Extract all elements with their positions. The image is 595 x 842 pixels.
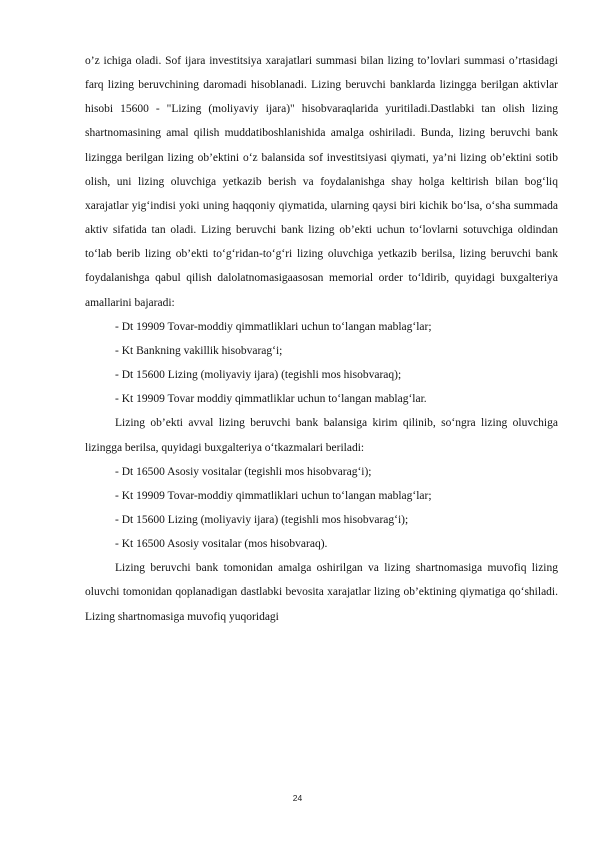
accounting-entry-1-4: - Kt 19909 Tovar moddiy qimmatliklar uchun to‘langan mablag‘lar. xyxy=(115,393,427,406)
accounting-entry-2-2: - Kt 19909 Tovar-moddiy qimmatliklari uchun to‘langan mablag‘lar; xyxy=(115,489,432,502)
accounting-entry-1-1: - Dt 19909 Tovar-moddiy qimmatliklari uchun to‘langan mablag‘lar; xyxy=(115,320,432,333)
accounting-entry-2-3: - Dt 15600 Lizing (moliyaviy ijara) (tegishli mos hisobvarag‘i); xyxy=(115,513,409,526)
accounting-entry-2-4: - Kt 16500 Asosiy vositalar (mos hisobvaraq). xyxy=(115,538,328,551)
accounting-entry-2-1: - Dt 16500 Asosiy vositalar (tegishli mos hisobvarag‘i); xyxy=(115,465,372,478)
page-number: 24 xyxy=(292,793,303,803)
body-paragraph-1: o’z ichiga oladi. Sof ijara investitsiya xarajatlari summasi bilan lizing to’lovlari summasi o’rtasidagi farq lizing beruvchining daromadi hisoblanadi. Lizing beruvchi banklarda lizingga berilgan aktivlar hisobi 15600 - "Lizing (moliyaviy ijara)" hisobvaraqlarida yuritiladi.Dastlabki tan olish lizing shartnomasining amal qilish muddatiboshlanishida amalga oshiriladi. Bunda, lizing beruvchi bank lizingga berilgan lizing ob’ektini o‘z balansida sof investitsiyasi qiymati, ya’ni lizing ob’ektini sotib olish, uni lizing oluvchiga yetkazib berish va foydalanishga shay holga keltirish bilan bog‘liq xarajatlar yig‘indisi yoki uning haqqoniy qiymatida, ularning qaysi biri kichik bo‘lsa, o‘sha summada aktiv sifatida tan oladi. Lizing beruvchi bank lizing ob’ekti uchun to‘lovlarni sotuvchiga oldindan to‘lab berib lizing ob’ekti to‘g‘ridan-to‘g‘ri lizing oluvchiga yetkazib berilsa, lizing beruvchi bank foydalanishga qabul qilish dalolatnomasigaasosan memorial order to‘ldirib, quyidagi buxgalteriya amallarini bajaradi: xyxy=(85,55,558,309)
accounting-entry-1-3: - Dt 15600 Lizing (moliyaviy ijara) (tegishli mos hisobvaraq); xyxy=(115,369,402,382)
body-paragraph-2: Lizing ob’ekti avval lizing beruvchi bank balansiga kirim qilinib, so‘ngra lizing oluvchiga lizingga berilsa, quyidagi buxgalteriya o‘tkazmalari beriladi: xyxy=(85,417,558,454)
document-page xyxy=(85,49,558,629)
body-paragraph-3: Lizing beruvchi bank tomonidan amalga oshirilgan va lizing shartnomasiga muvofiq lizing oluvchi tomonidan qoplanadigan dastlabki bevosita xarajatlar lizing ob’ektining qiymatiga qo‘shiladi. Lizing shartnomasiga muvofiq yuqoridagi xyxy=(85,562,558,623)
accounting-entry-1-2: - Kt Bankning vakillik hisobvarag‘i; xyxy=(115,344,283,357)
